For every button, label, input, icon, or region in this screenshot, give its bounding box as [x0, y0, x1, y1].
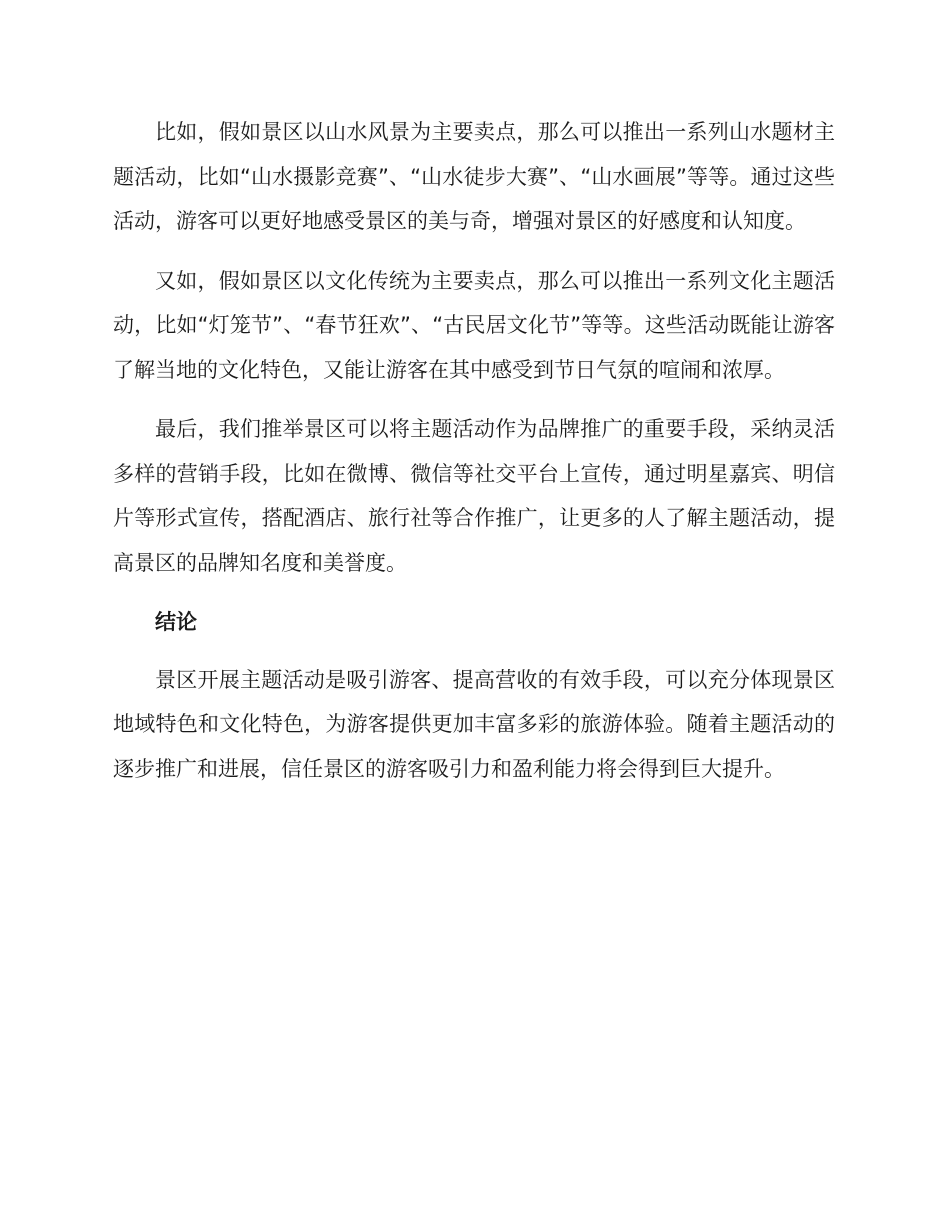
conclusion-heading: 结论 — [155, 610, 197, 634]
paragraph-conclusion: 景区开展主题活动是吸引游客、提高营收的有效手段，可以充分体现景区地域特色和文化特色，为游客提供更加丰富多彩的旅游体验。随着主题活动的逐步推广和进展，信任景区的游客吸引力和盈利能力将会得到巨大提升。 — [113, 667, 835, 781]
document-page — [113, 110, 835, 806]
paragraph-landscape-activities: 比如，假如景区以山水风景为主要卖点，那么可以推出一系列山水题材主题活动，比如“山水摄影竞赛”、“山水徒步大赛”、“山水画展”等等。通过这些活动，游客可以更好地感受景区的美与奇，增强对景区的好感度和认知度。 — [113, 120, 835, 233]
paragraph-brand-promotion: 最后，我们推举景区可以将主题活动作为品牌推广的重要手段，采纳灵活多样的营销手段，比如在微博、微信等社交平台上宣传，通过明星嘉宾、明信片等形式宣传，搭配酒店、旅行社等合作推广，让更多的人了解主题活动，提高景区的品牌知名度和美誉度。 — [113, 417, 835, 575]
paragraph-culture-activities: 又如，假如景区以文化传统为主要卖点，那么可以推出一系列文化主题活动，比如“灯笼节”、“春节狂欢”、“古民居文化节”等等。这些活动既能让游客了解当地的文化特色，又能让游客在其中感受到节日气氛的喧闹和浓厚。 — [113, 268, 835, 382]
